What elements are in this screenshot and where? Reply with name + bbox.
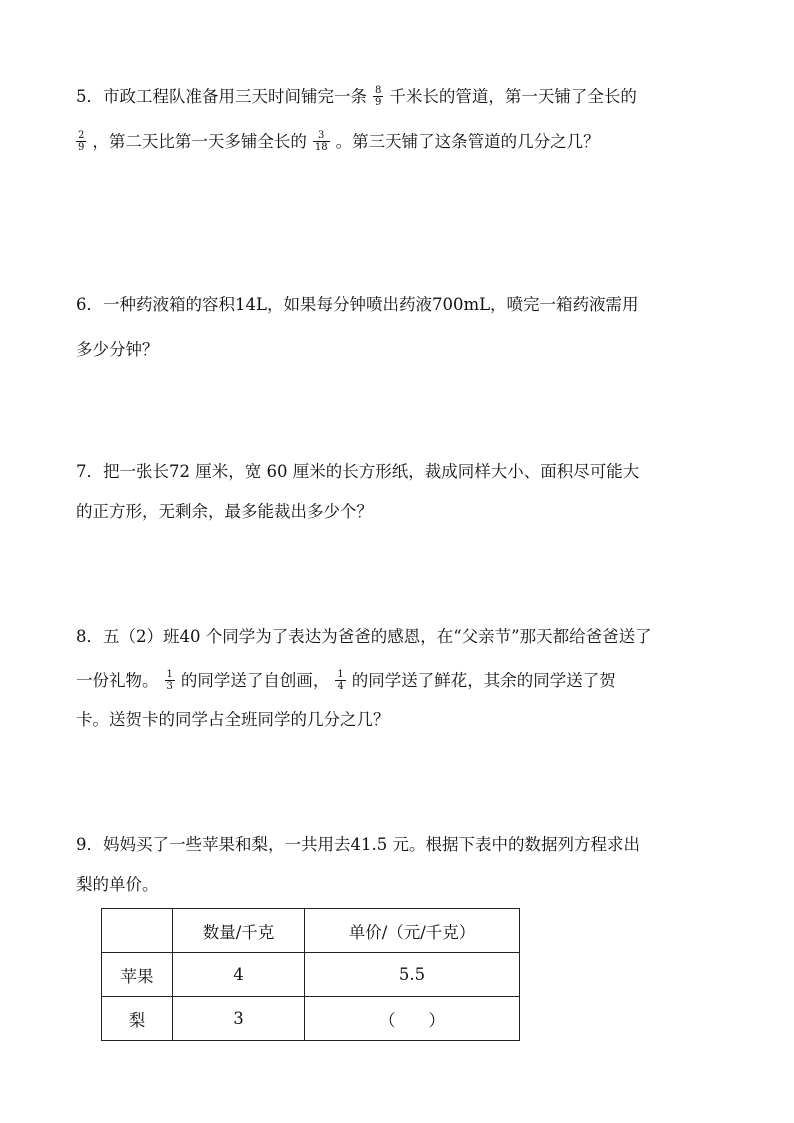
q5-fraction-1: $\frac{8}{9}$ [375, 85, 382, 108]
table-row [102, 997, 520, 1041]
q9-line1: 9．妈妈买了一些苹果和梨，一共用去41.5 元。根据下表中的数据列方程求出 [76, 835, 640, 854]
table-header-cell: 单价/（元/千克） [305, 909, 520, 953]
q8-fraction-1: $\frac{1}{3}$ [166, 669, 173, 692]
q5-text-c: ，第二天比第一天多铺全长的 [92, 132, 307, 151]
q7-line2: 的正方形，无剩余，最多能裁出多少个？ [76, 502, 373, 521]
table-header-cell [102, 909, 173, 953]
table-header-cell: 数量/千克 [173, 909, 305, 953]
table-cell: 梨 [102, 997, 173, 1041]
table-cell: 5.5 [305, 953, 520, 997]
table-row [102, 953, 520, 997]
q5-line2 [76, 131, 600, 154]
table-cell: 苹果 [102, 953, 173, 997]
q8-line2 [76, 670, 616, 693]
q8-line1: 8．五（2）班40 个同学为了表达为爸爸的感恩，在“父亲节”那天都给爸爸送了 [76, 627, 652, 646]
q8-text-b: 的同学送了自创画， [180, 671, 330, 690]
q7-line1: 7．把一张长72 厘米，宽 60 厘米的长方形纸，裁成同样大小、面积尽可能大 [76, 462, 640, 481]
table-cell: （ ） [305, 997, 520, 1041]
q6-line1: 6．一种药液箱的容积14L，如果每分钟喷出药液700mL，喷完一箱药液需用 [76, 295, 639, 314]
q6-line2: 多少分钟？ [76, 340, 159, 359]
table-cell: 4 [173, 953, 305, 997]
q5-text-a: 5．市政工程队准备用三天时间铺完一条 [76, 87, 367, 106]
table-header-row [102, 909, 520, 953]
q5-fraction-2: $\frac{2}{9}$ [78, 130, 85, 153]
q8-text-c: 的同学送了鲜花，其余的同学送了贺 [351, 671, 616, 690]
q5-fraction-3: $\frac{3}{18}$ [314, 130, 328, 153]
q8-text-a: 一份礼物。 [76, 671, 159, 690]
q8-fraction-2: $\frac{1}{4}$ [337, 669, 344, 692]
price-table [101, 908, 520, 1041]
q5-text-d: 。第三天铺了这条管道的几分之几？ [335, 132, 600, 151]
table-cell: 3 [173, 997, 305, 1041]
q5-text-b: 千米长的管道，第一天铺了全长的 [389, 87, 637, 106]
q8-line3: 卡。送贺卡的同学占全班同学的几分之几？ [76, 710, 390, 729]
q5-line1 [76, 86, 637, 109]
q9-line2: 梨的单价。 [76, 875, 159, 894]
